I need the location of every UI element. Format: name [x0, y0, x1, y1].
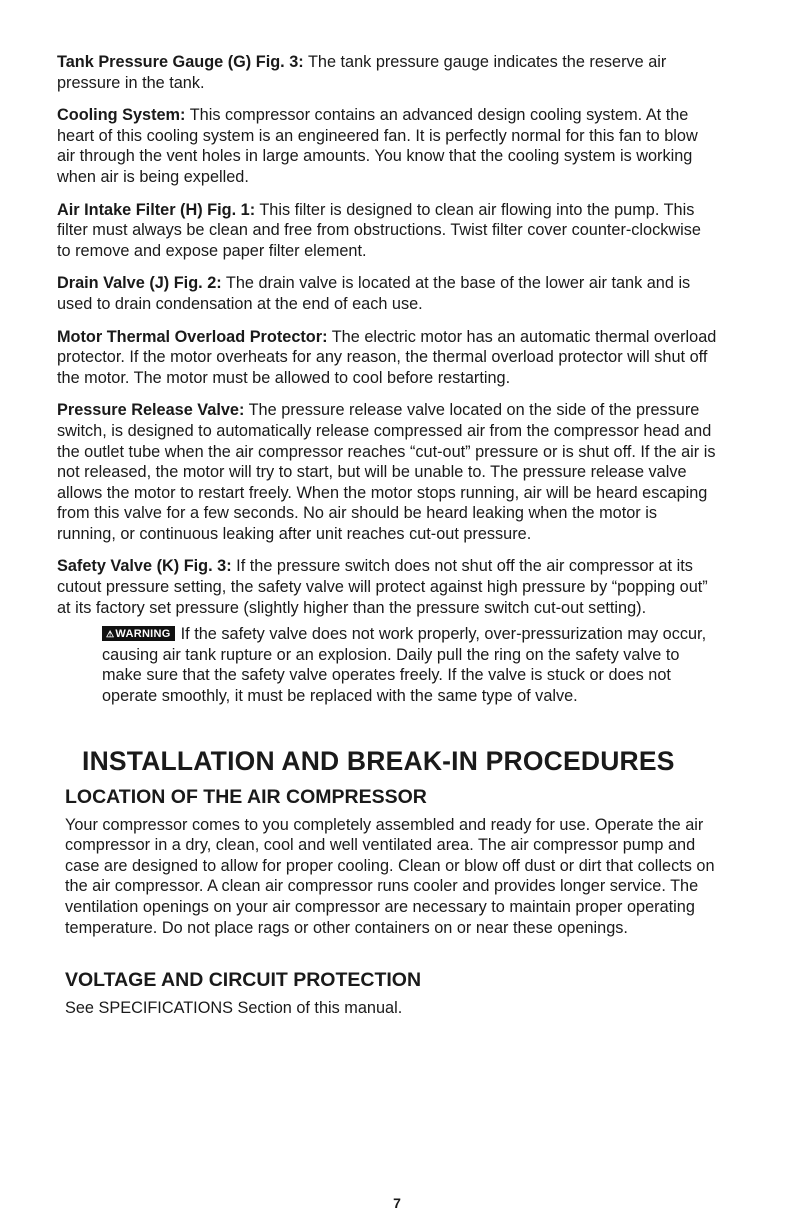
warning-triangle-icon: ⚠	[106, 629, 115, 640]
paragraph-term: Safety Valve (K) Fig. 3:	[57, 557, 232, 576]
voltage-text: See SPECIFICATIONS Section of this manual.	[65, 999, 403, 1018]
paragraph-term: Motor Thermal Overload Protector:	[57, 327, 328, 346]
drain-valve-paragraph	[57, 273, 719, 314]
paragraph-text: The pressure release valve located on the side of the pressure switch, is designed to automatically release compressed air from the compressor head and the outlet tube when the air compressor reaches “cut-out” pressure or is shut off. If the air is not released, the motor will try to start, but will be unable to. The pressure release valve allows the motor to restart freely. When the motor stops running, air will be heard escaping from this valve for a few seconds. No air should be heard leaking when the motor is running, or continuous leaking after unit reaches cut-out pressure.	[57, 401, 716, 543]
warning-badge-label: WARNING	[115, 628, 171, 641]
motor-overload-paragraph	[57, 327, 719, 389]
safety-warning	[102, 624, 718, 706]
cooling-system-paragraph	[57, 105, 719, 187]
paragraph-text: The drain valve is located at the base of the lower air tank and is used to drain condensation at the end of each use.	[57, 274, 691, 313]
paragraph-term: Pressure Release Valve:	[57, 401, 245, 420]
paragraph-term: Cooling System:	[57, 106, 186, 125]
paragraph-text: This compressor contains an advanced design cooling system. At the heart of this cooling system is an engineered fan. It is perfectly normal for this fan to blow air through the vent holes in large amounts. You know that the cooling system is working when air is being expelled.	[57, 106, 698, 186]
location-text: Your compressor comes to you completely assembled and ready for use. Operate the air compressor in a dry, clean, cool and well ventilated area. The air compressor pump and case are designed to allow for proper cooling. Clean or blow off dust or dirt that collects on the air compressor. A clean air compressor runs cooler and provides longer service. The ventilation openings on your air compressor are necessary to maintain proper operating temperature. Do not place rags or other containers on or near these openings.	[65, 815, 715, 937]
voltage-heading: VOLTAGE AND CIRCUIT PROTECTION	[65, 969, 422, 992]
manual-page	[57, 52, 719, 1019]
pressure-release-valve-paragraph	[57, 400, 719, 544]
location-heading: LOCATION OF THE AIR COMPRESSOR	[65, 785, 427, 808]
paragraph-text: This filter is designed to clean air flowing into the pump. This filter must always be clean and free from obstructions. Twist filter cover counter-clockwise to remove and expose paper filter element.	[57, 200, 701, 260]
paragraph-text: The electric motor has an automatic thermal overload protector. If the motor overheats for any reason, the thermal overload protector will shut off the motor. The motor must be allowed to cool before restarting.	[57, 327, 717, 387]
installation-title: INSTALLATION AND BREAK-IN PROCEDURES	[82, 745, 675, 776]
safety-valve-paragraph	[57, 556, 719, 618]
tank-pressure-gauge-paragraph	[57, 52, 719, 93]
warning-badge	[102, 626, 175, 641]
air-intake-filter-paragraph	[57, 200, 719, 262]
paragraph-text: The tank pressure gauge indicates the reserve air pressure in the tank.	[57, 53, 667, 92]
page-number: 7	[393, 1195, 401, 1211]
paragraph-term: Tank Pressure Gauge (G) Fig. 3:	[57, 53, 304, 71]
paragraph-term: Air Intake Filter (H) Fig. 1:	[57, 200, 256, 219]
warning-text: If the safety valve does not work properly, over-pressurization may occur, causing air tank rupture or an explosion. Daily pull the ring on the safety valve to make sure that the safety valve operates freely. If the valve is stuck or does not operate smoothly, it must be replaced with the same type of valve.	[102, 625, 707, 706]
paragraph-term: Drain Valve (J) Fig. 2:	[57, 274, 222, 293]
paragraph-text: If the pressure switch does not shut off the air compressor at its cutout pressure setting, the safety valve will protect against high pressure by “popping out” at its factory set pressure (slightly higher than the pressure switch cut-out setting).	[57, 557, 708, 617]
